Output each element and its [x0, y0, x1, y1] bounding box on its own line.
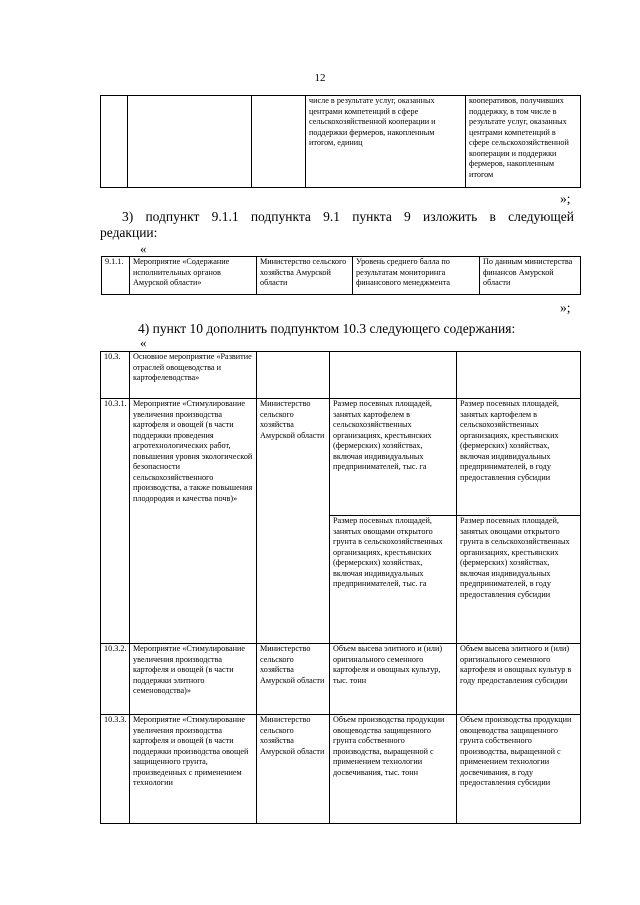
indicator-cell	[330, 352, 457, 399]
open-quote: «	[140, 241, 147, 256]
table-continued	[100, 95, 581, 188]
table-row	[101, 96, 581, 188]
event-cell: Основное мероприятие «Развитие отраслей овощеводства и картофелеводства»	[130, 352, 257, 399]
indicator-cell: Объем производства продукции овощеводства защищенного грунта собственного производства, выращенной с применением технологии досвечивания, тыс. тонн	[330, 715, 457, 824]
event-cell: Мероприятие «Стимулирование увеличения производства картофеля и овощей (в части поддержки производства овощей защищенного грунта, произведенных с применением технологии	[130, 715, 257, 824]
table-cell: числе в результате услуг, оказанных центрами компетенций в сфере сельскохозяйственной кооперации и поддержки фермеров, накопленным итогом, единиц	[306, 96, 466, 188]
row-number: 9.1.1.	[102, 257, 130, 295]
source-cell: Объем высева элитного и (или) оригинального семенного картофеля и овощных культур в году предоставления субсидии	[457, 644, 581, 715]
source-cell: Размер посевных площадей, занятых овощами открытого грунта в сельскохозяйственных организациях, крестьянских (фермерских) хозяйствах, включая индивидуальных предпринимателей, в году предоставления субсидии	[457, 516, 581, 644]
page-number: 12	[314, 72, 326, 84]
table-cell	[128, 96, 252, 188]
source-cell	[457, 352, 581, 399]
ministry-cell: Министерство сельского хозяйства Амурской области	[257, 399, 330, 644]
row-number: 10.3.	[101, 352, 130, 399]
indicator-cell: Размер посевных площадей, занятых картофелем в сельскохозяйственных организациях, крестьянских (фермерских) хозяйствах, включая индивидуальных предпринимателей, тыс. га	[330, 399, 457, 516]
row-number: 10.3.1.	[101, 399, 130, 644]
source-cell: Размер посевных площадей, занятых картофелем в сельскохозяйственных организациях, крестьянских (фермерских) хозяйствах, включая индивидуальных предпринимателей, в году предоставления субсидии	[457, 399, 581, 516]
table-cell	[252, 96, 306, 188]
table-row	[102, 257, 581, 295]
row-number: 10.3.2.	[101, 644, 130, 715]
ministry-cell: Министерство сельского хозяйства Амурской области	[257, 715, 330, 824]
row-number: 10.3.3.	[101, 715, 130, 824]
item-3-line1: 3) подпункт 9.1.1 подпункта 9.1 пункта 9 изложить в следующей	[122, 209, 574, 224]
event-cell: Мероприятие «Стимулирование увеличения производства картофеля и овощей (в части поддержки элитного семеноводства)»	[130, 644, 257, 715]
close-quote: »;	[560, 300, 571, 315]
ministry-cell: Министерство сельского хозяйства Амурской области	[257, 644, 330, 715]
indicator-cell: Уровень среднего балла по результатам мониторинга финансового менеджмента	[353, 257, 480, 295]
table-row	[101, 644, 581, 715]
indicator-cell: Размер посевных площадей, занятых овощами открытого грунта в сельскохозяйственных организациях, крестьянских (фермерских) хозяйствах, включая индивидуальных предпринимателей, тыс. га	[330, 516, 457, 644]
item-3-line2: редакции:	[100, 225, 158, 240]
table-cell	[101, 96, 128, 188]
event-cell: Мероприятие «Стимулирование увеличения производства картофеля и овощей (в части поддержки проведения агротехнологических работ, повышения уровня экологической безопасности сельскохозяйственного производства, а также повышения плодородия и качества почв)»	[130, 399, 257, 644]
table-row	[101, 399, 581, 516]
table-cell: кооперативов, получивших поддержку, в том числе в результате услуг, оказанных центрами компетенций в сфере сельскохозяйственной кооперации и поддержки фермеров, накопленным итогом	[466, 96, 581, 188]
table-103	[100, 351, 581, 824]
ministry-cell: Министерство сельского хозяйства Амурской области	[257, 257, 353, 295]
table-911	[101, 256, 581, 295]
event-cell: Мероприятие «Содержание исполнительных органов Амурской области»	[130, 257, 257, 295]
table-row	[101, 352, 581, 399]
open-quote: «	[140, 335, 147, 350]
source-cell: По данным министерства финансов Амурской области	[480, 257, 581, 295]
ministry-cell	[257, 352, 330, 399]
source-cell: Объем производства продукции овощеводства защищенного грунта собственного производства, выращенной с применением технологии досвечивания, в году предоставления субсидии	[457, 715, 581, 824]
indicator-cell: Объем высева элитного и (или) оригинального семенного картофеля и овощных культур, тыс. тонн	[330, 644, 457, 715]
close-quote: »;	[560, 191, 571, 206]
table-row	[101, 715, 581, 824]
item-4: 4) пункт 10 дополнить подпунктом 10.3 следующего содержания:	[138, 321, 516, 336]
